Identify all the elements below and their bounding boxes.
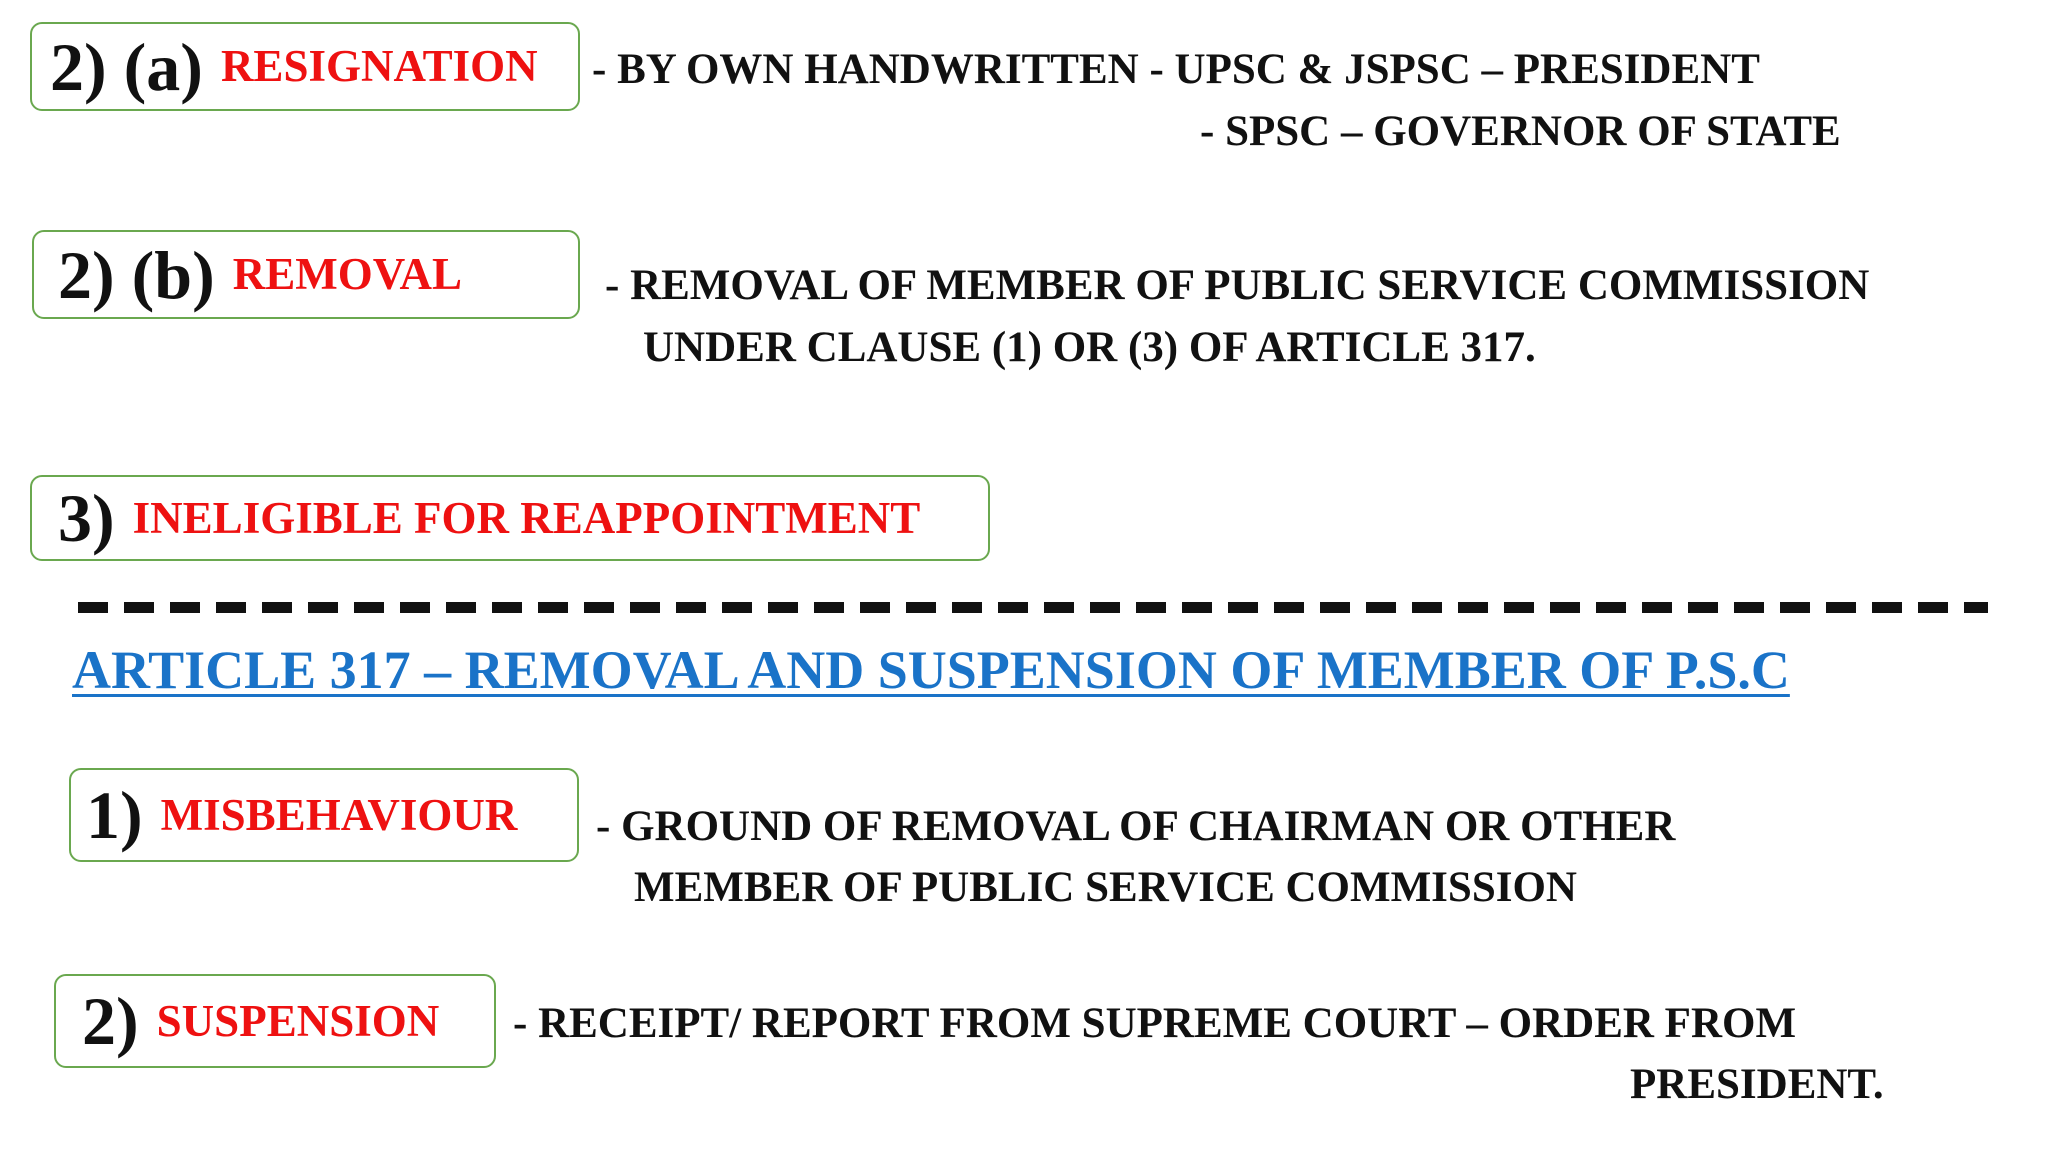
misbehaviour-desc-line-2: MEMBER OF PUBLIC SERVICE COMMISSION (634, 864, 1577, 911)
item-number: 2) (b) (58, 236, 215, 313)
suspension-desc-line-1: - RECEIPT/ REPORT FROM SUPREME COURT – ORDER FROM (513, 1000, 1797, 1047)
removal-desc-line-1: - REMOVAL OF MEMBER OF PUBLIC SERVICE COMMISSION (605, 262, 1870, 309)
dashed-divider (78, 602, 1988, 613)
resignation-box (30, 22, 580, 111)
resignation-desc-line-2: - SPSC – GOVERNOR OF STATE (1200, 108, 1841, 155)
removal-box (32, 230, 580, 319)
ineligible-box (30, 475, 990, 561)
article-317-heading: ARTICLE 317 – REMOVAL AND SUSPENSION OF MEMBER OF P.S.C (72, 640, 1790, 700)
item-number: 2) (82, 983, 139, 1059)
item-number: 3) (58, 480, 115, 556)
item-label: REMOVAL (232, 249, 462, 299)
removal-desc-line-2: UNDER CLAUSE (1) OR (3) OF ARTICLE 317. (643, 324, 1536, 371)
resignation-desc-line-1: - BY OWN HANDWRITTEN - UPSC & JSPSC – PRESIDENT (592, 46, 1760, 93)
item-label: INELIGIBLE FOR REAPPOINTMENT (132, 492, 921, 543)
item-number: 2) (a) (50, 28, 203, 105)
item-label: MISBEHAVIOUR (160, 789, 518, 840)
misbehaviour-box (69, 768, 579, 862)
item-number: 1) (86, 777, 143, 853)
suspension-desc-line-2: PRESIDENT. (1630, 1061, 1884, 1108)
misbehaviour-desc-line-1: - GROUND OF REMOVAL OF CHAIRMAN OR OTHER (596, 803, 1676, 850)
suspension-box (54, 974, 496, 1068)
item-label: RESIGNATION (220, 41, 538, 91)
item-label: SUSPENSION (156, 995, 440, 1046)
